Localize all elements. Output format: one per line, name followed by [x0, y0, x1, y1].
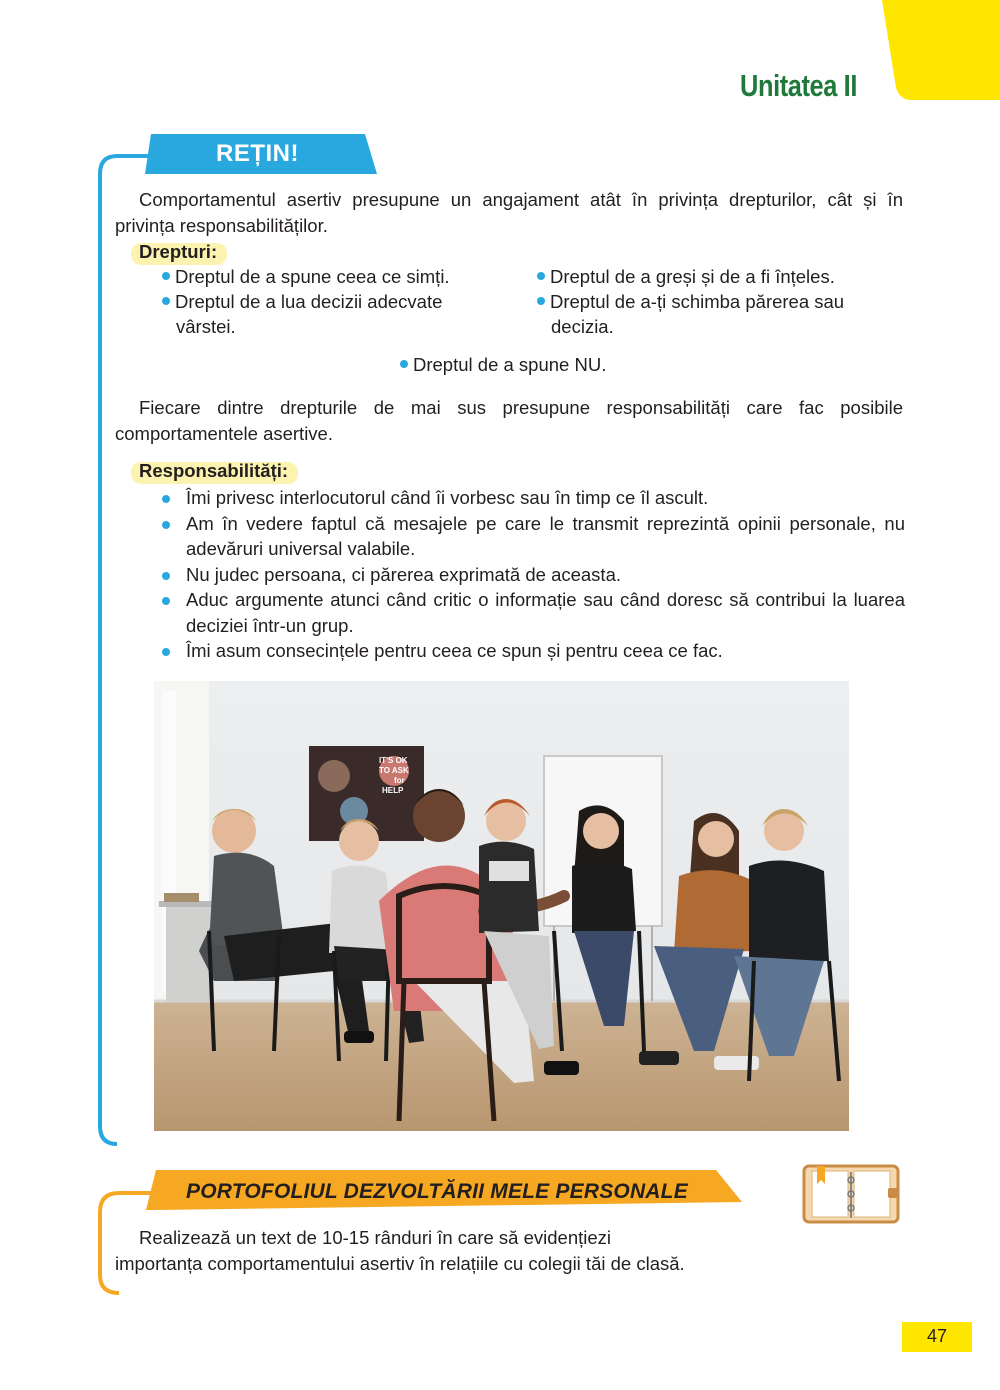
bullet-icon — [162, 572, 170, 580]
bullet-icon — [537, 297, 545, 305]
drept-item: Dreptul de a lua decizii adecvate vârstei. — [162, 289, 502, 339]
poster-text: HELP — [382, 786, 404, 795]
responsabilitate-item: Îmi asum consecințele pentru ceea ce spun și pentru ceea ce fac. — [160, 638, 905, 664]
poster-text: for — [394, 776, 405, 785]
bullet-icon — [162, 272, 170, 280]
responsabilitati-list — [160, 485, 905, 664]
responsabilitate-item: Îmi privesc interlocutorul când îi vorbesc sau în timp ce îl ascult. — [160, 485, 905, 511]
bullet-icon — [162, 495, 170, 503]
unit-title: Unitatea II — [740, 68, 857, 103]
drept-item: Dreptul de a spune ceea ce simți. — [162, 264, 450, 289]
page-number: 47 — [926, 1326, 948, 1346]
responsabilitate-item: Am în vedere faptul că mesajele pe care le transmit reprezintă opinii personale, nu adevăruri universal valabile. — [160, 511, 905, 562]
responsabilitate-item: Nu judec persoana, ci părerea exprimată de aceasta. — [160, 562, 905, 588]
drept-item: Dreptul de a greși și de a fi înțeles. — [537, 264, 835, 289]
bullet-icon — [162, 297, 170, 305]
group-discussion-photo — [154, 681, 849, 1131]
retin-heading: REȚIN! — [216, 140, 299, 167]
poster-text: TO ASK — [379, 766, 409, 775]
responsabilitati-label: Responsabilități: — [137, 460, 290, 482]
portofoliu-text: Realizează un text de 10-15 rânduri în care să evidențiezi importanța comportamentului asertiv în relațiile cu colegii tăi de clasă. — [115, 1227, 685, 1274]
bullet-icon — [162, 648, 170, 656]
drepturi-label: Drepturi: — [137, 241, 219, 263]
planner-icon — [802, 1162, 900, 1224]
bullet-icon — [162, 597, 170, 605]
yellow-corner-decoration — [882, 0, 1000, 100]
bullet-icon — [537, 272, 545, 280]
fiecare-paragraph: Fiecare dintre drepturile de mai sus presupune responsabilități care fac posibile comportamentele asertive. — [115, 397, 903, 444]
portofoliu-heading: PORTOFOLIUL DEZVOLTĂRII MELE PERSONALE — [186, 1180, 688, 1203]
bullet-icon — [400, 360, 408, 368]
responsabilitate-item: Aduc argumente atunci când critic o informație sau când doresc să contribui la luarea deciziei într-un grup. — [160, 587, 905, 638]
drept-item: Dreptul de a spune NU. — [400, 352, 606, 377]
drept-item: Dreptul de a-ți schimba părerea sau decizia. — [537, 289, 877, 339]
intro-paragraph: Comportamentul asertiv presupune un angajament atât în privința drepturilor, cât și în privința responsabilităților. — [115, 189, 903, 236]
bullet-icon — [162, 521, 170, 529]
poster-text: IT'S OK — [379, 756, 408, 765]
